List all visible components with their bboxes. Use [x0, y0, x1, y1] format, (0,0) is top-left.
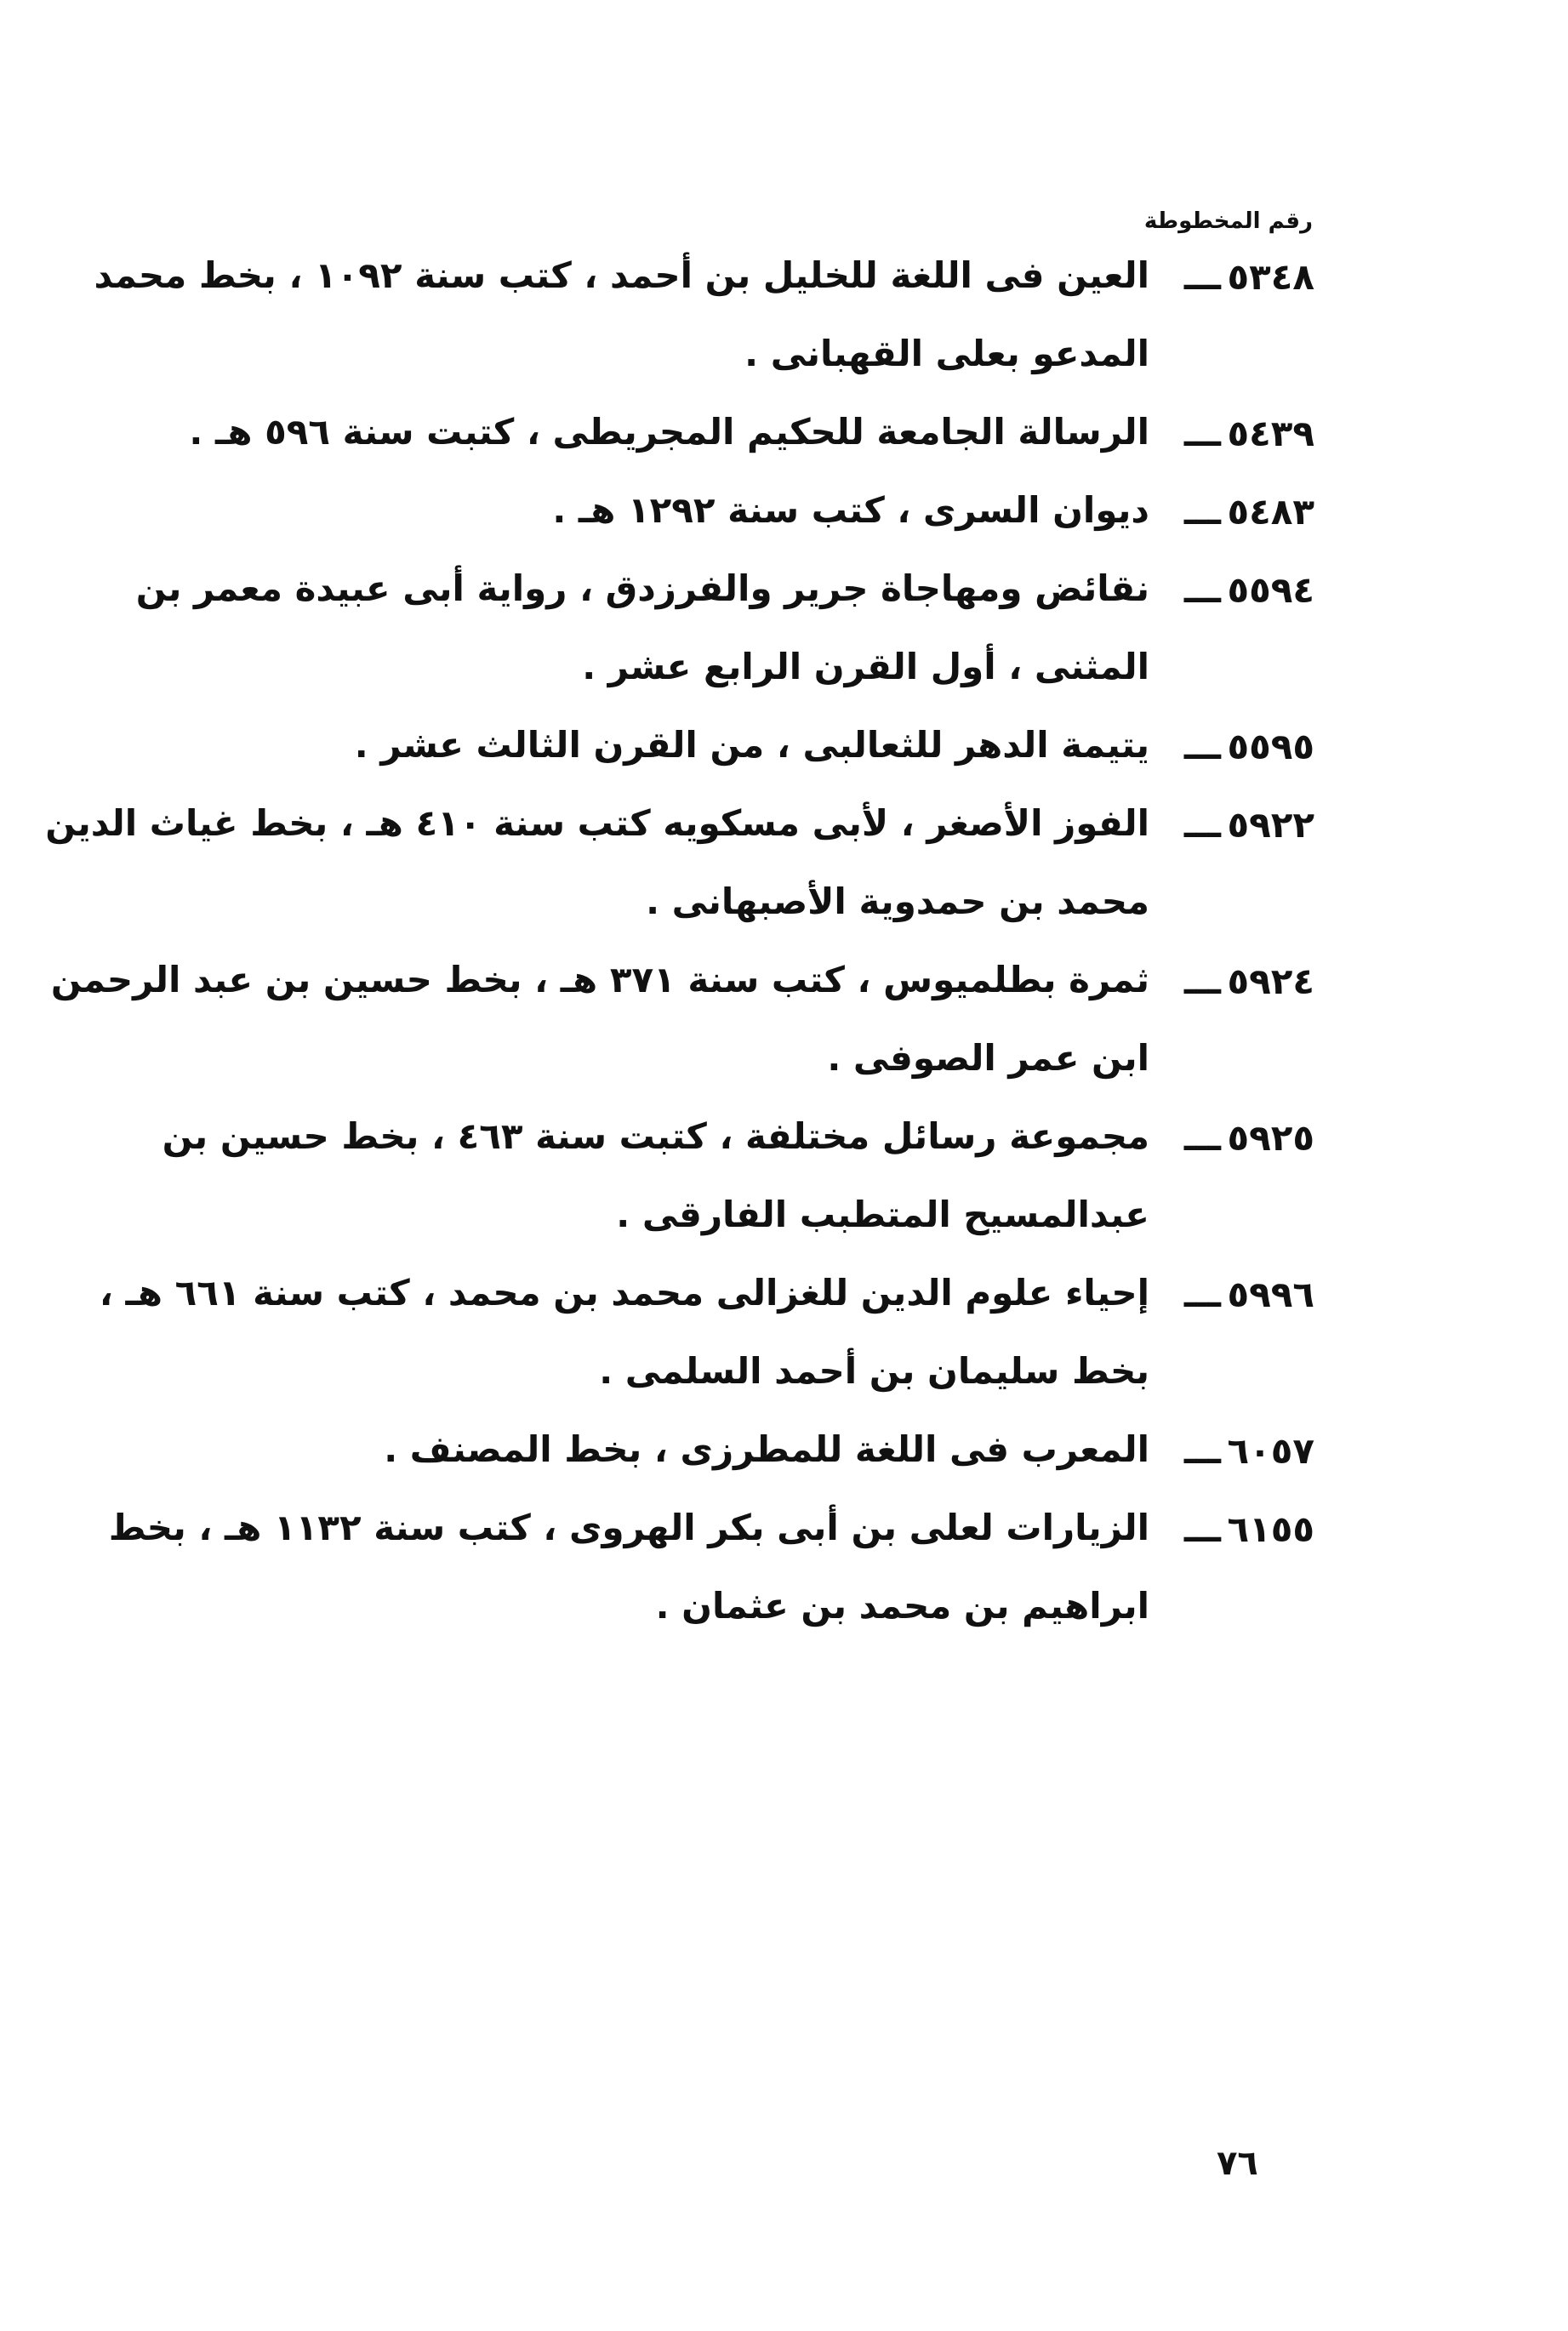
manuscript-number: ٥٥٩٤: [1227, 569, 1314, 611]
entry-text: ابن عمر الصوفى .: [827, 1037, 1149, 1079]
manuscript-number: ٥٩٢٢: [1227, 804, 1314, 846]
manuscript-entry-continuation: [0, 870, 1568, 949]
manuscript-entry-continuation: [0, 1183, 1568, 1262]
manuscript-number: ٥٩٢٥: [1227, 1117, 1314, 1159]
manuscript-entry: [0, 244, 1568, 322]
entry-text: يتيمة الدهر للثعالبى ، من القرن الثالث عشر .: [354, 724, 1149, 766]
manuscript-number: ٥٩٩٦: [1227, 1274, 1314, 1315]
entry-text: الفوز الأصغر ، لأبى مسكويه كتب سنة ٤١٠ هـ ، بخط غياث الدين: [45, 802, 1149, 844]
entry-text: بخط سليمان بن أحمد السلمى .: [599, 1350, 1149, 1392]
dash-separator: ـــ: [1183, 1117, 1221, 1159]
manuscript-entry: [0, 1418, 1568, 1496]
dash-separator: ـــ: [1183, 1508, 1221, 1550]
manuscript-entry: [0, 714, 1568, 792]
dash-separator: ـــ: [1183, 804, 1221, 846]
entry-text: المعرب فى اللغة للمطرزى ، بخط المصنف .: [384, 1428, 1149, 1470]
entry-text: ابراهيم بن محمد بن عثمان .: [655, 1585, 1149, 1627]
manuscript-number: ٦١٥٥: [1227, 1508, 1314, 1550]
manuscript-list: [0, 244, 1568, 1653]
manuscript-entry: [0, 401, 1568, 479]
column-header-manuscript-number: رقم المخطوطة: [1143, 208, 1313, 234]
manuscript-entry: [0, 1262, 1568, 1340]
entry-text: ثمرة بطلميوس ، كتب سنة ٣٧١ هـ ، بخط حسين بن عبد الرحمن: [50, 959, 1149, 1000]
manuscript-entry-continuation: [0, 1027, 1568, 1105]
manuscript-number: ٥٣٤٨: [1227, 256, 1314, 298]
dash-separator: ـــ: [1183, 256, 1221, 298]
manuscript-entry: [0, 949, 1568, 1027]
entry-text: المثنى ، أول القرن الرابع عشر .: [582, 646, 1149, 687]
entry-text: إحياء علوم الدين للغزالى محمد بن محمد ، كتب سنة ٦٦١ هـ ،: [99, 1272, 1149, 1314]
dash-separator: ـــ: [1183, 1430, 1221, 1472]
entry-text: ديوان السرى ، كتب سنة ١٢٩٢ هـ .: [552, 489, 1149, 531]
manuscript-entry: [0, 557, 1568, 635]
entry-text: نقائض ومهاجاة جرير والفرزدق ، رواية أبى عبيدة معمر بن: [135, 567, 1149, 609]
manuscript-number: ٥٤٨٣: [1227, 491, 1314, 533]
dash-separator: ـــ: [1183, 491, 1221, 533]
dash-separator: ـــ: [1183, 413, 1221, 454]
manuscript-entry: [0, 792, 1568, 870]
manuscript-entry-continuation: [0, 1340, 1568, 1418]
entry-text: العين فى اللغة للخليل بن أحمد ، كتب سنة ١٠٩٢ ، بخط محمد: [94, 254, 1149, 296]
dash-separator: ـــ: [1183, 960, 1221, 1002]
dash-separator: ـــ: [1183, 569, 1221, 611]
manuscript-entry: [0, 479, 1568, 557]
manuscript-entry-continuation: [0, 322, 1568, 401]
entry-text: المدعو بعلى القهبانى .: [744, 333, 1149, 374]
manuscript-entry-continuation: [0, 635, 1568, 714]
entry-text: الرسالة الجامعة للحكيم المجريطى ، كتبت سنة ٥٩٦ هـ .: [189, 411, 1149, 453]
entry-text: مجموعة رسائل مختلفة ، كتبت سنة ٤٦٣ ، بخط حسين بن: [162, 1115, 1149, 1157]
entry-text: محمد بن حمدوية الأصبهانى .: [646, 881, 1149, 922]
manuscript-entry-continuation: [0, 1575, 1568, 1653]
manuscript-number: ٥٩٢٤: [1227, 960, 1314, 1002]
dash-separator: ـــ: [1183, 1274, 1221, 1315]
manuscript-entry: [0, 1105, 1568, 1183]
page-number: ٧٦: [1217, 2144, 1258, 2183]
dash-separator: ـــ: [1183, 726, 1221, 767]
manuscript-entry: [0, 1496, 1568, 1575]
entry-text: الزيارات لعلى بن أبى بكر الهروى ، كتب سنة ١١٣٢ هـ ، بخط: [108, 1507, 1149, 1548]
manuscript-number: ٥٤٣٩: [1227, 413, 1314, 454]
manuscript-number: ٦٠٥٧: [1227, 1430, 1314, 1472]
manuscript-number: ٥٥٩٥: [1227, 726, 1314, 767]
entry-text: عبدالمسيح المتطبب الفارقى .: [616, 1194, 1149, 1235]
